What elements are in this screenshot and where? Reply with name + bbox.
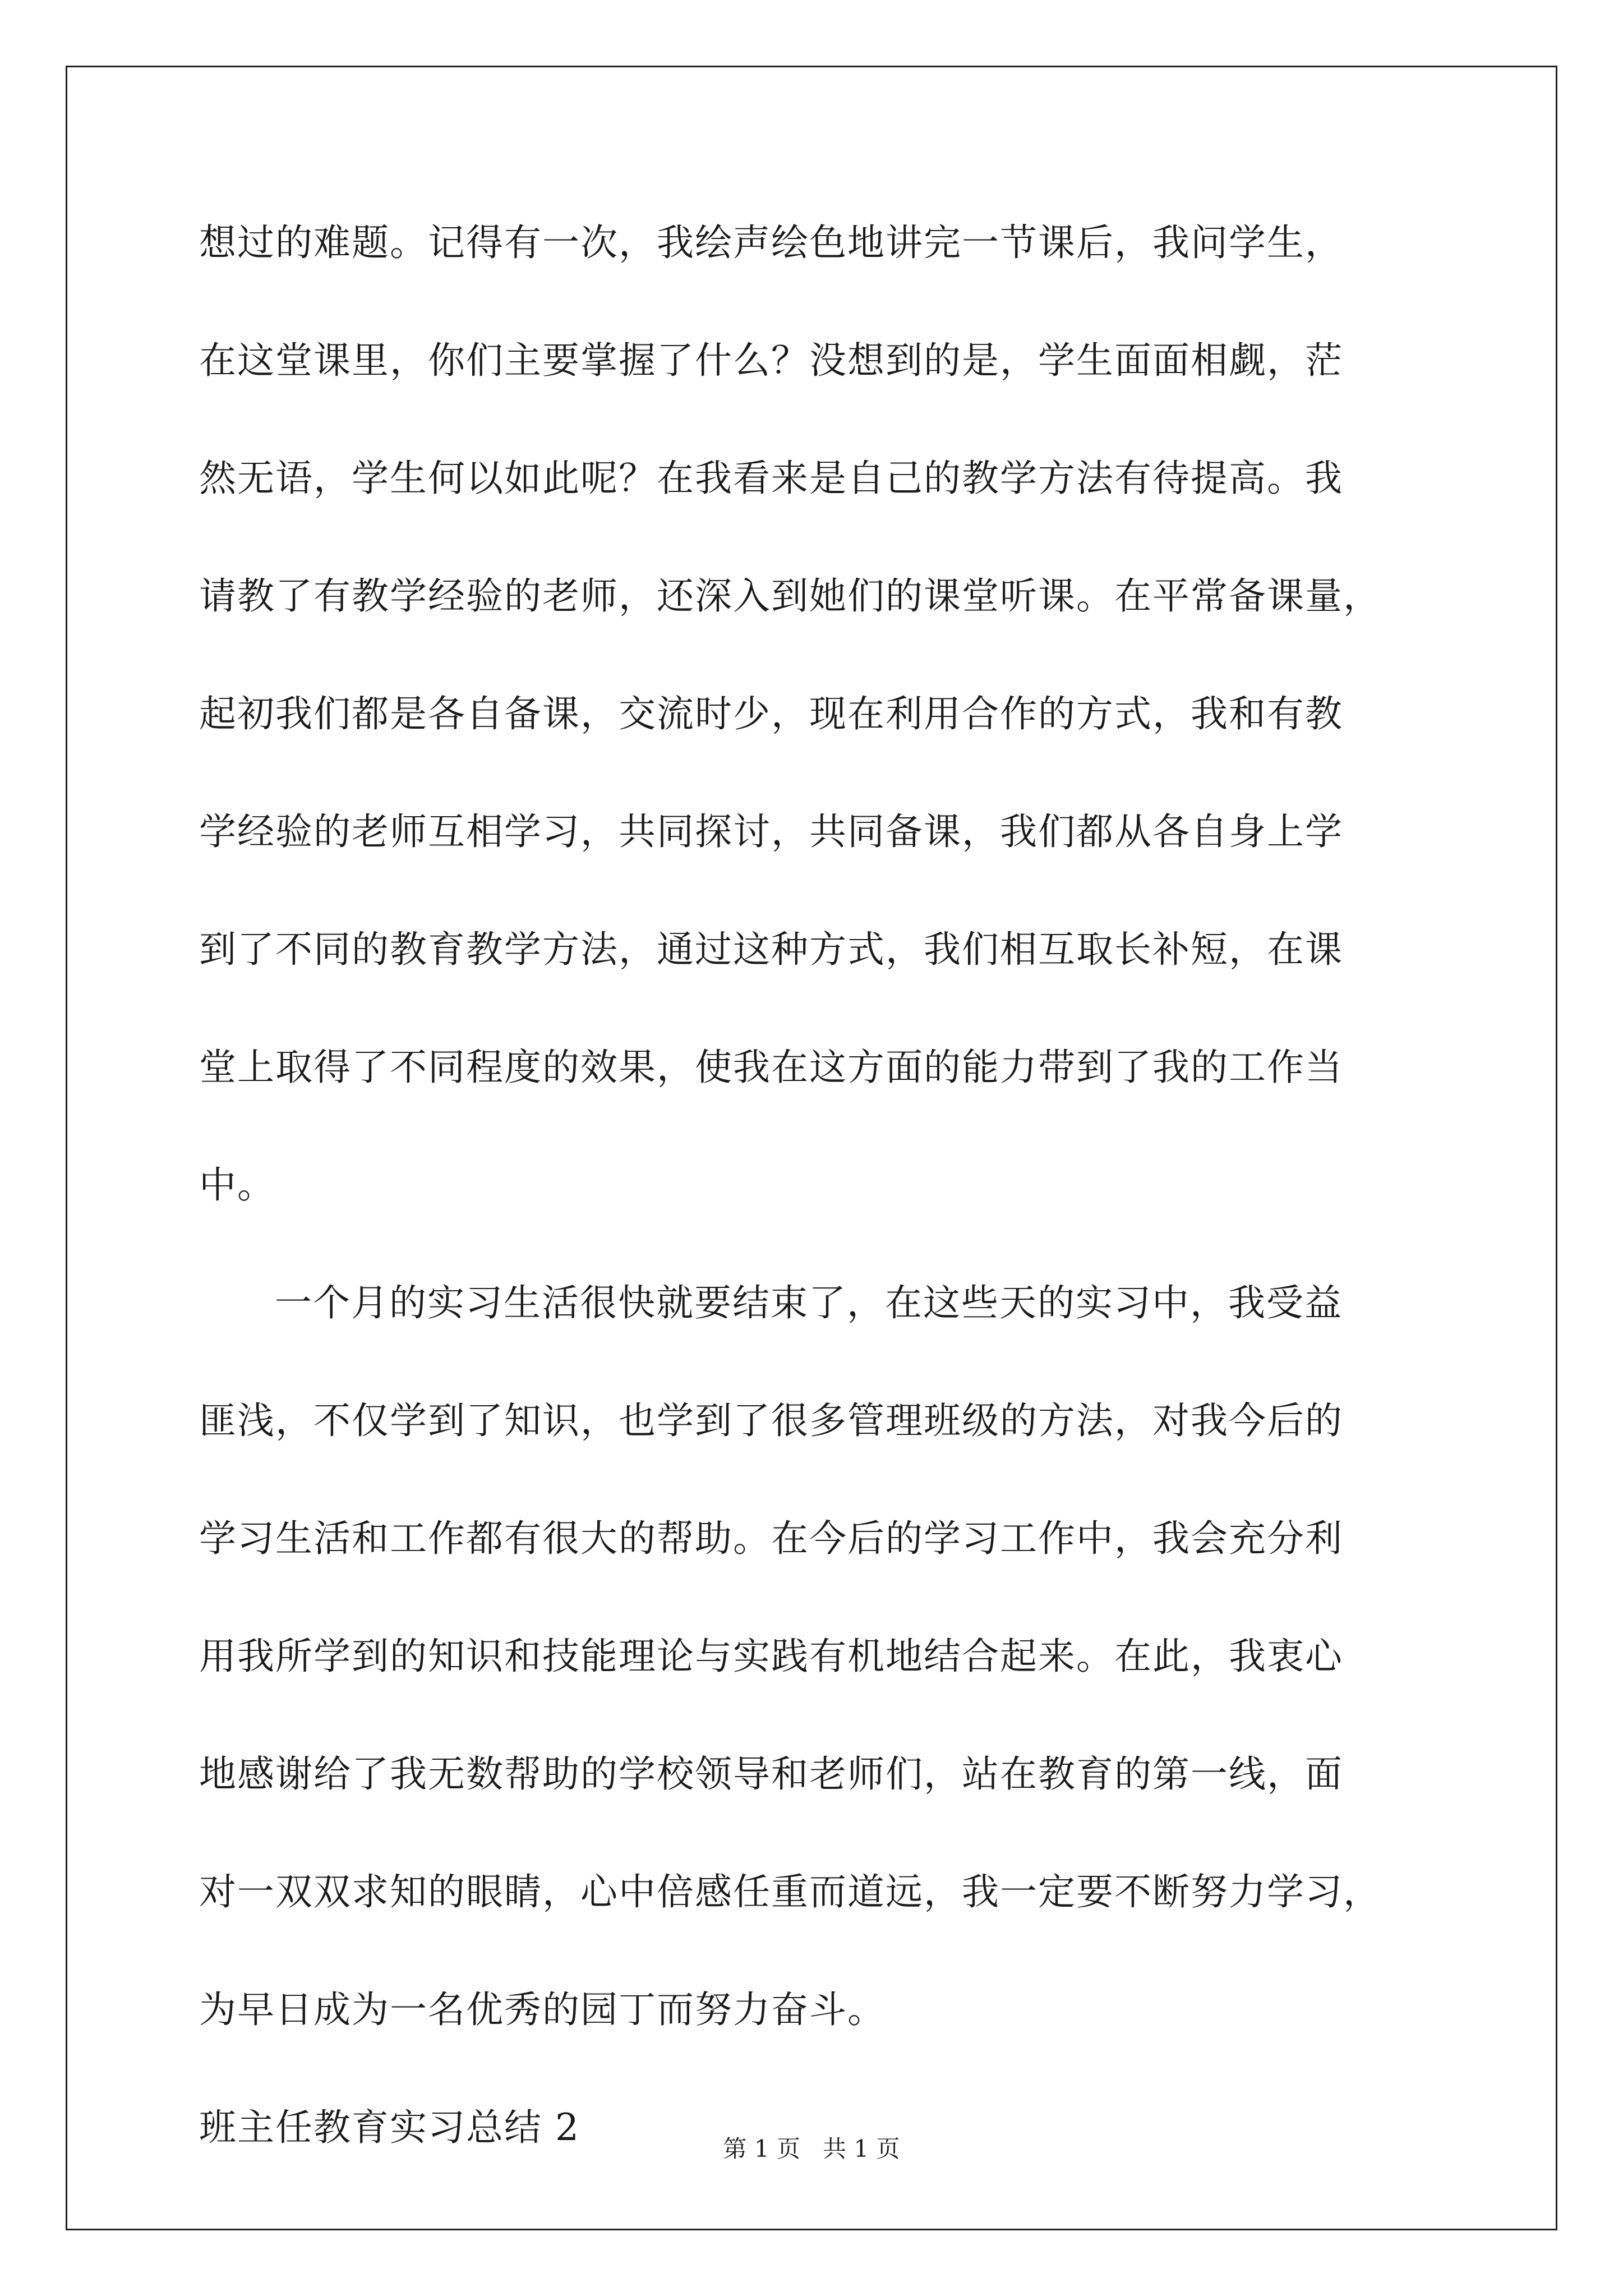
text-line-1: 想过的难题。记得有一次，我绘声绘色地讲完一节课后，我问学生， (199, 221, 1343, 264)
text-line-12: 学习生活和工作都有很大的帮助。在今后的学习工作中，我会充分利 (199, 1517, 1343, 1560)
text-line-4: 请教了有教学经验的老师，还深入到她们的课堂听课。在平常备课量， (199, 574, 1381, 618)
text-line-5: 起初我们都是各自备课，交流时少，现在利用合作的方式，我和有教 (199, 692, 1343, 735)
text-line-3: 然无语，学生何以如此呢？在我看来是自己的教学方法有待提高。我 (199, 457, 1343, 500)
page-footer: 第 1 页 共 1 页 (723, 2135, 900, 2162)
section-heading: 班主任教育实习总结 2 (199, 2106, 580, 2149)
text-line-9: 中。 (199, 1163, 275, 1207)
paragraph-first-line: 一个月的实习生活很快就要结束了，在这些天的实习中，我受益 (275, 1281, 1343, 1324)
text-line-2: 在这堂课里，你们主要掌握了什么？没想到的是，学生面面相觑，茫 (199, 339, 1343, 382)
text-line-8: 堂上取得了不同程度的效果，使我在这方面的能力带到了我的工作当 (199, 1046, 1343, 1089)
text-line-15: 对一双双求知的眼睛，心中倍感任重而道远，我一定要不断努力学习， (199, 1870, 1381, 1913)
text-line-11: 匪浅，不仅学到了知识，也学到了很多管理班级的方法，对我今后的 (199, 1399, 1343, 1442)
text-line-14: 地感谢给了我无数帮助的学校领导和老师们，站在教育的第一线，面 (199, 1752, 1343, 1796)
text-line-7: 到了不同的教育教学方法，通过这种方式，我们相互取长补短，在课 (199, 928, 1343, 971)
text-line-16: 为早日成为一名优秀的园丁而努力奋斗。 (199, 1988, 886, 2031)
text-line-13: 用我所学到的知识和技能理论与实践有机地结合起来。在此，我衷心 (199, 1635, 1343, 1678)
text-line-6: 学经验的老师互相学习，共同探讨，共同备课，我们都从各自身上学 (199, 810, 1343, 853)
